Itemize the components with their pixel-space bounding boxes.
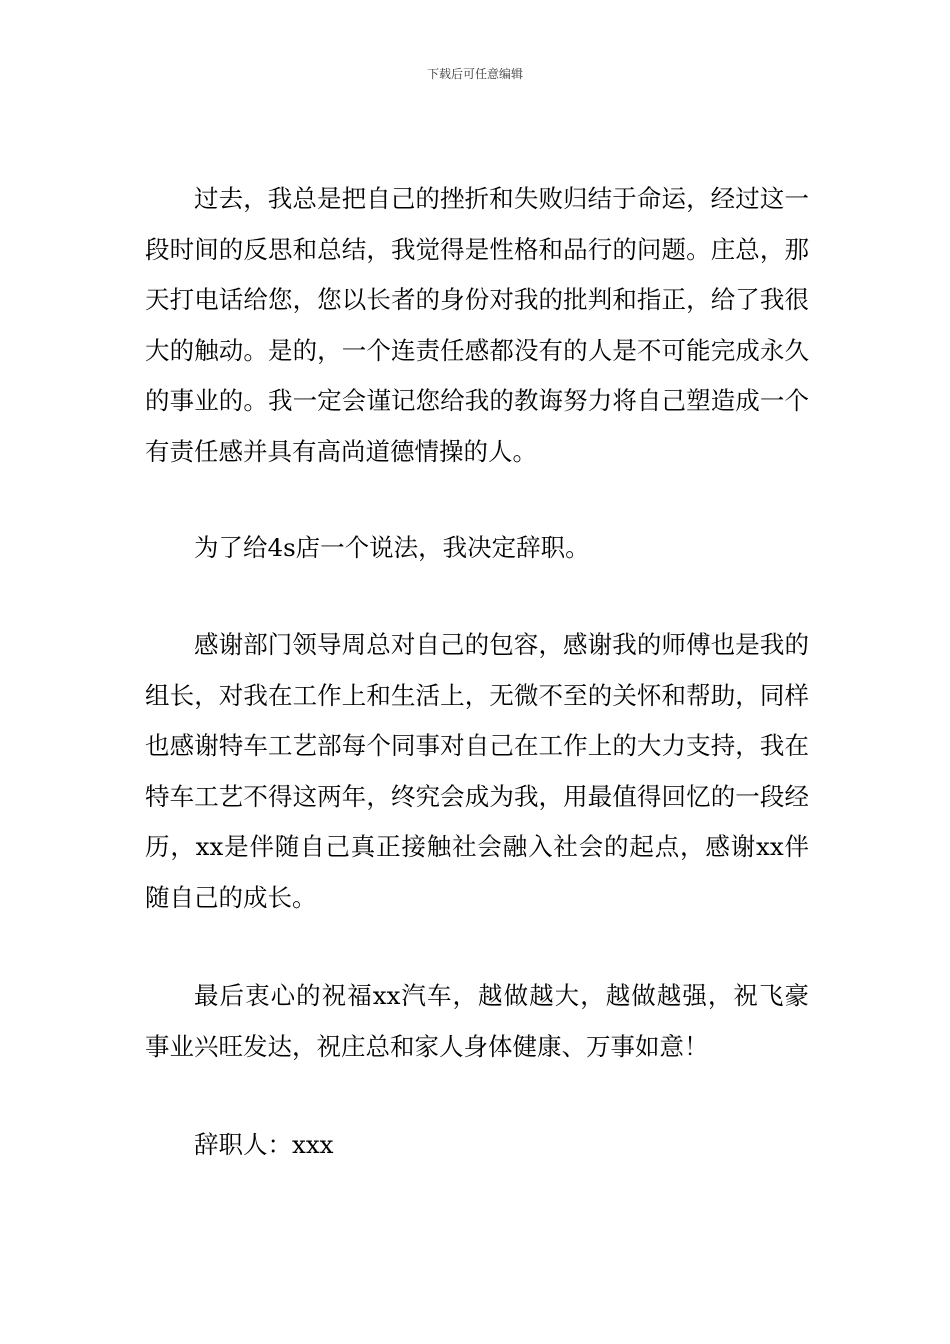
header-note: 下载后可任意编辑: [426, 67, 523, 81]
paragraph-text: 感谢部门领导周总对自己的包容，感谢我的师傅也是我的组长，对我在工作上和生活上，无微不至的关怀和帮助，同样也感谢特车工艺部每个同事对自己在工作上的大力支持，我在特车工艺不得这两年，终究会成为我，用最值得回忆的一段经历，xx是伴随自己真正接触社会融入社会的起点，感谢xx伴随自己的成长。: [145, 630, 809, 912]
paragraph-thanks: [145, 620, 809, 923]
paragraph-decision: [145, 523, 809, 574]
paragraph-text: 为了给4s店一个说法，我决定辞职。: [194, 533, 590, 562]
signature-line: [145, 1120, 809, 1171]
signature-text: 辞职人：xxx: [194, 1130, 334, 1159]
paragraph-wishes: [145, 971, 809, 1072]
paragraph-text: 过去，我总是把自己的挫折和失败归结于命运，经过这一段时间的反思和总结，我觉得是性格和品行的问题。庄总，那天打电话给您，您以长者的身份对我的批判和指正，给了我很大的触动。是的，一个连责任感都没有的人是不可能完成永久的事业的。我一定会谨记您给我的教诲努力将自己塑造成一个有责任感并具有高尚道德情操的人。: [145, 184, 809, 466]
paragraph-text: 最后衷心的祝福xx汽车，越做越大，越做越强，祝飞豪事业兴旺发达，祝庄总和家人身体健康、万事如意！: [145, 981, 809, 1061]
paragraph-reflection: [145, 174, 809, 477]
